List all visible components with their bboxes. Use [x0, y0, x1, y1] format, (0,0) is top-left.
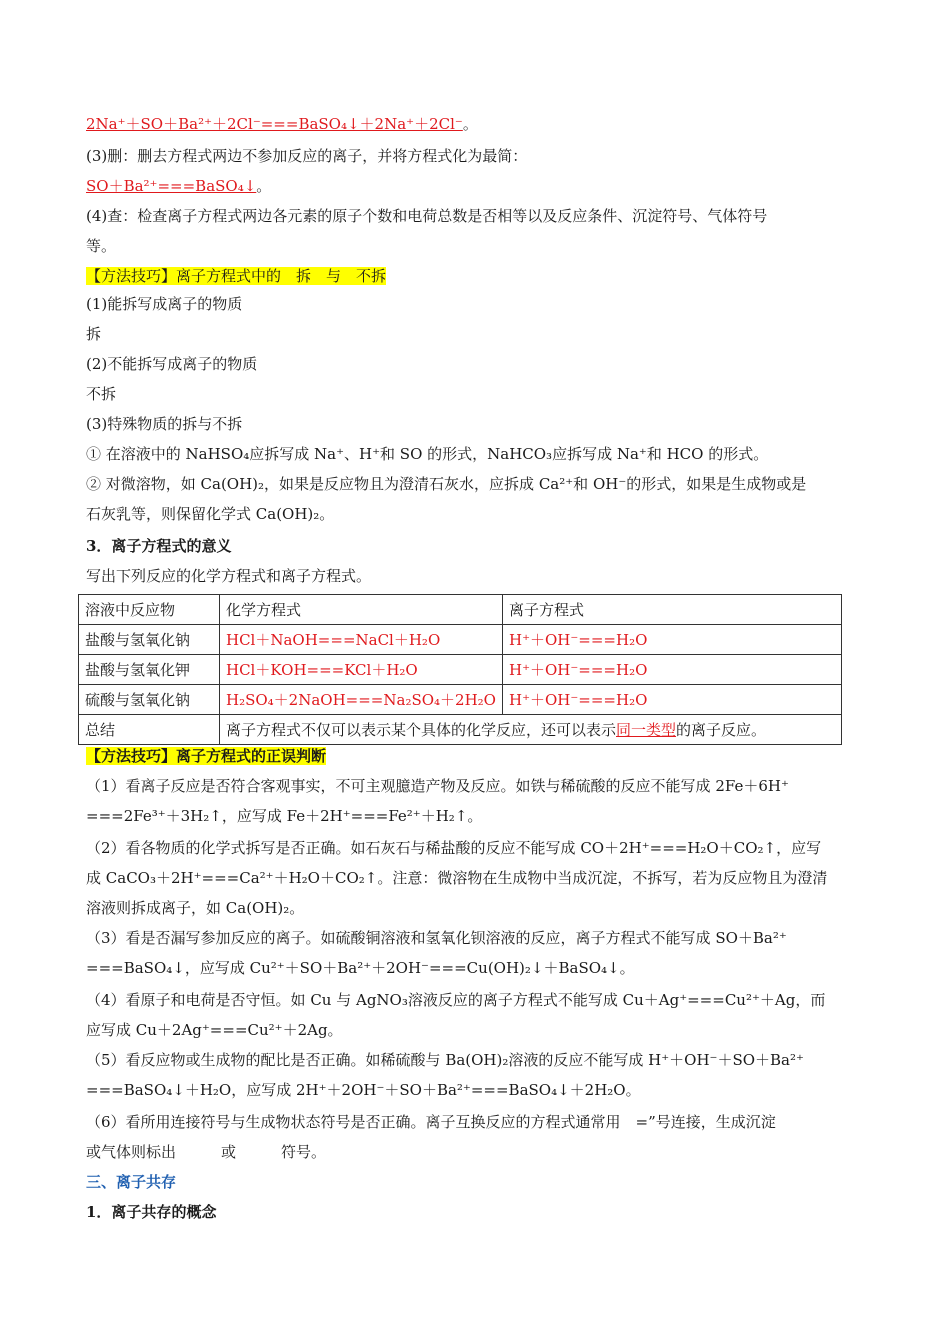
table-summary-row [79, 715, 842, 745]
judge-6-cont: 或气体则标出 或 符号。 [86, 1143, 327, 1161]
section-heading-3: 3．离子方程式的意义 [86, 537, 232, 555]
item-3b: ② 对微溶物，如 Ca(OH)₂，如果是反应物且为澄清石灰水，应拆成 Ca²⁺和 OH⁻的形式，如果是生成物或是 [86, 475, 807, 493]
judge-3-cont: ===BaSO₄↓，应写成 Cu²⁺＋SO＋Ba²⁺＋2OH⁻===Cu(OH)₂↓＋BaSO₄↓。 [86, 959, 635, 977]
item-1-value: 拆 [86, 325, 102, 343]
summary-text: 的离子反应。 [676, 721, 767, 739]
table-header: 离子方程式 [502, 595, 841, 625]
judge-5-cont: ===BaSO₄↓＋H₂O，应写成 2H⁺＋2OH⁻＋SO＋Ba²⁺===BaSO₄↓＋2H₂O。 [86, 1081, 641, 1099]
table-header: 化学方程式 [220, 595, 503, 625]
judge-2-cont: 成 CaCO₃＋2H⁺===Ca²⁺＋H₂O＋CO₂↑。注意：微溶物在生成物中当成沉淀，不拆写，若为反应物且为澄清 [86, 869, 828, 887]
summary-keyword: 同一类型 [616, 721, 677, 739]
judge-4: （4）看原子和电荷是否守恒。如 Cu 与 AgNO₃溶液反应的离子方程式不能写成 Cu＋Ag⁺===Cu²⁺＋Ag，而 [86, 991, 826, 1009]
punct: 。 [256, 177, 272, 195]
section-heading: 三、离子共存 [86, 1173, 177, 1191]
table-intro: 写出下列反应的化学方程式和离子方程式。 [86, 567, 372, 585]
step-check: (4)查：检查离子方程式两边各元素的原子个数和电荷总数是否相等以及反应条件、沉淀符号、气体符号 [86, 207, 768, 225]
table-cell: 盐酸与氢氧化钾 [79, 655, 220, 685]
item-3: (3)特殊物质的拆与不拆 [86, 415, 243, 433]
table-cell: HCl＋NaOH===NaCl＋H₂O [220, 625, 503, 655]
ion-equation-table [78, 594, 842, 745]
table-row [79, 655, 842, 685]
judge-1: （1）看离子反应是否符合客观事实，不可主观臆造产物及反应。如铁与稀硫酸的反应不能写成 2Fe＋6H⁺ [86, 777, 789, 795]
judge-3: （3）看是否漏写参加反应的离子。如硫酸铜溶液和氢氧化钡溶液的反应，离子方程式不能写成 SO＋Ba²⁺ [86, 929, 787, 947]
table-cell: 总结 [79, 715, 220, 745]
table-row [79, 685, 842, 715]
table-cell: H⁺＋OH⁻===H₂O [502, 685, 841, 715]
table-cell: HCl＋KOH===KCl＋H₂O [220, 655, 503, 685]
punct: 。 [462, 115, 478, 133]
highlighted-tip: 【方法技巧】离子方程式中的 拆 与 不拆 [86, 267, 387, 285]
judge-2: （2）看各物质的化学式拆写是否正确。如石灰石与稀盐酸的反应不能写成 CO＋2H⁺===H₂O＋CO₂↑，应写 [86, 839, 822, 857]
item-2: (2)不能拆写成离子的物质 [86, 355, 258, 373]
table-cell: H⁺＋OH⁻===H₂O [502, 655, 841, 685]
step-delete: (3)删：删去方程式两边不参加反应的离子，并将方程式化为最简： [86, 147, 528, 165]
step-check-cont: 等。 [86, 237, 117, 255]
judge-6: （6）看所用连接符号与生成物状态符号是否正确。离子互换反应的方程式通常用 =”号连接，生成沉淀 [86, 1113, 776, 1131]
table-cell: H⁺＋OH⁻===H₂O [502, 625, 841, 655]
judge-4-cont: 应写成 Cu＋2Ag⁺===Cu²⁺＋2Ag。 [86, 1021, 343, 1039]
item-2-value: 不拆 [86, 385, 117, 403]
judge-2-cont: 溶液则拆成离子，如 Ca(OH)₂。 [86, 899, 305, 917]
tip-heading [86, 744, 326, 768]
judge-1-cont: ===2Fe³⁺＋3H₂↑，应写成 Fe＋2H⁺===Fe²⁺＋H₂↑。 [86, 807, 483, 825]
table-cell: 硫酸与氢氧化钠 [79, 685, 220, 715]
table-header: 溶液中反应物 [79, 595, 220, 625]
red-equation: 2Na⁺＋SO＋Ba²⁺＋2Cl⁻===BaSO₄↓＋2Na⁺＋2Cl⁻ [86, 115, 463, 133]
equation-line [86, 174, 271, 198]
table-summary-cell [220, 715, 842, 745]
equation-line [86, 112, 478, 136]
summary-text: 离子方程式不仅可以表示某个具体的化学反应，还可以表示 [226, 721, 617, 739]
table-cell: 盐酸与氢氧化钠 [79, 625, 220, 655]
judge-5: （5）看反应物或生成物的配比是否正确。如稀硫酸与 Ba(OH)₂溶液的反应不能写成 H⁺＋OH⁻＋SO＋Ba²⁺ [86, 1051, 804, 1069]
subsection-heading: 1．离子共存的概念 [86, 1203, 217, 1221]
table-row [79, 625, 842, 655]
tip-heading [86, 264, 386, 288]
red-equation: SO＋Ba²⁺===BaSO₄↓ [86, 177, 257, 195]
table-header-row [79, 595, 842, 625]
table-cell: H₂SO₄＋2NaOH===Na₂SO₄＋2H₂O [220, 685, 503, 715]
item-3a: ① 在溶液中的 NaHSO₄应拆写成 Na⁺、H⁺和 SO 的形式，NaHCO₃应拆写成 Na⁺和 HCO 的形式。 [86, 445, 769, 463]
highlighted-tip: 【方法技巧】离子方程式的正误判断 [86, 747, 327, 765]
item-1: (1)能拆写成离子的物质 [86, 295, 243, 313]
item-3b-cont: 石灰乳等，则保留化学式 Ca(OH)₂。 [86, 505, 335, 523]
